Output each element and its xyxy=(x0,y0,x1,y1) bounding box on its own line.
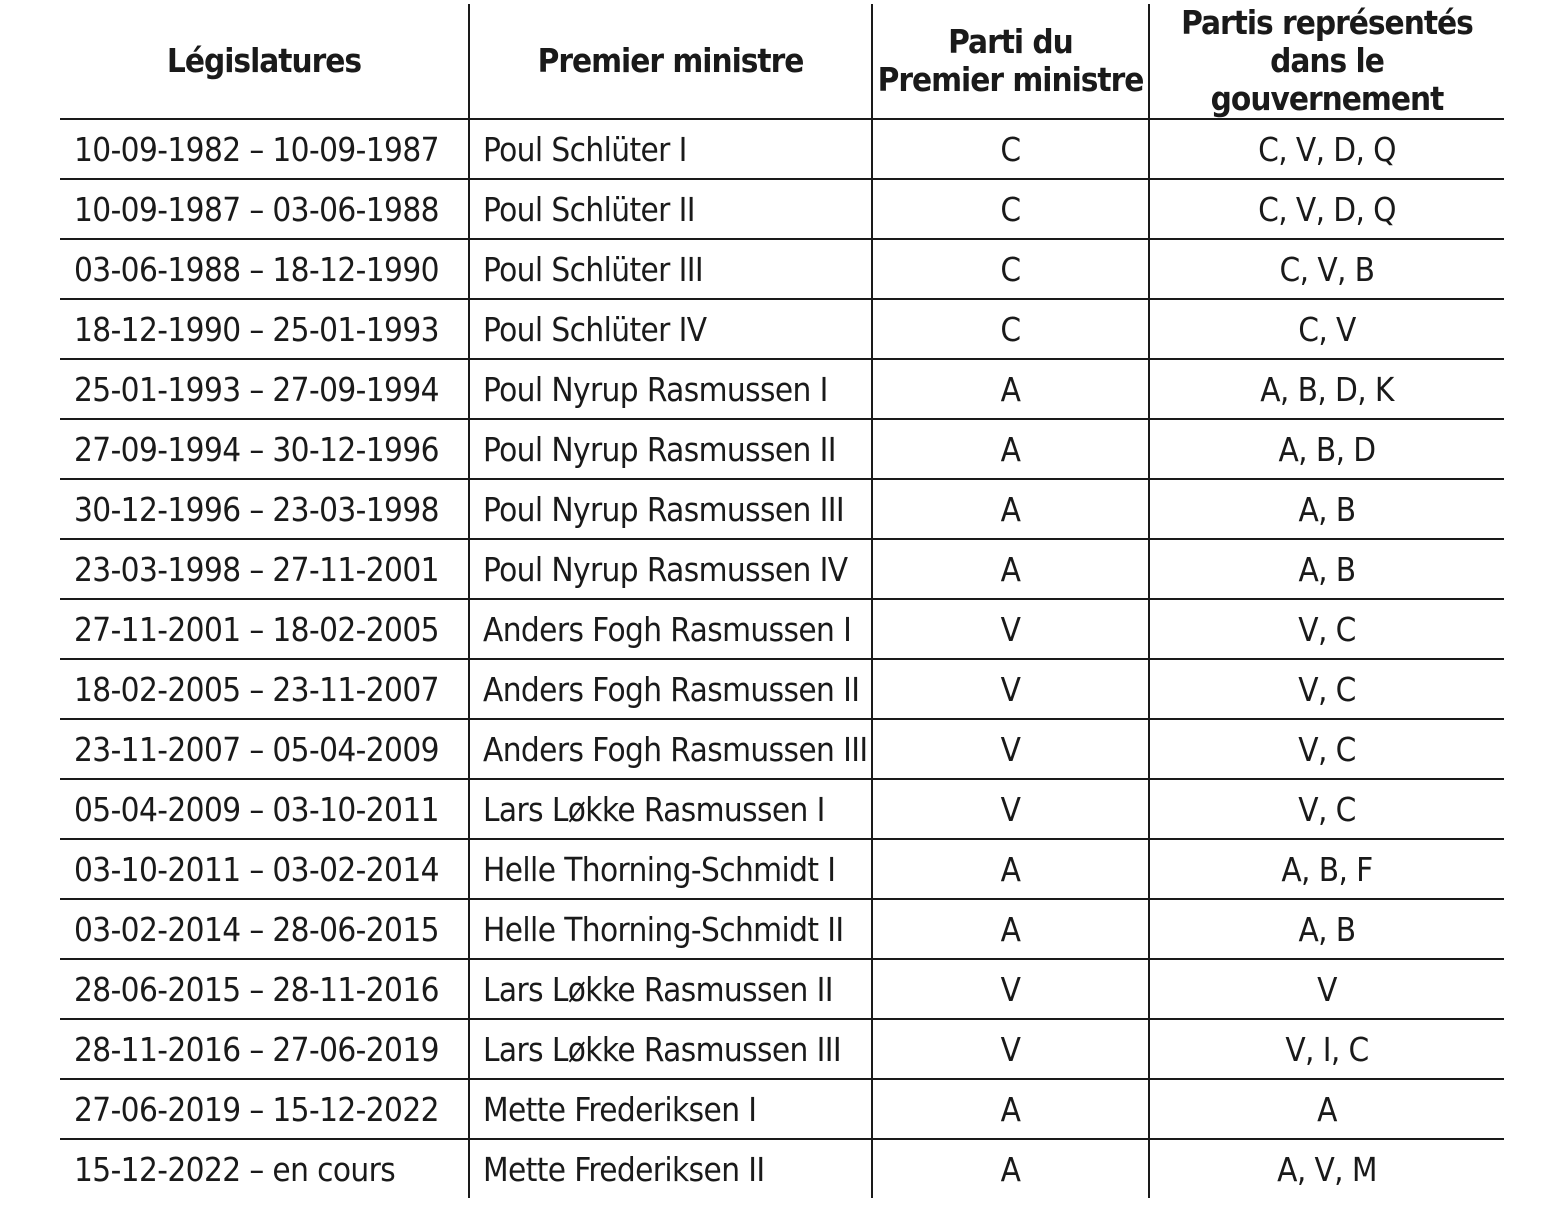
cell-parti-pm: V xyxy=(872,719,1149,779)
cell-parti-pm: V xyxy=(872,1019,1149,1079)
cell-parti-pm: V xyxy=(872,599,1149,659)
cell-parti-pm: C xyxy=(872,119,1149,179)
cell-legislature: 28-06-2015 – 28-11-2016 xyxy=(60,959,469,1019)
cell-legislature: 27-09-1994 – 30-12-1996 xyxy=(60,419,469,479)
cell-premier-ministre: Anders Fogh Rasmussen I xyxy=(469,599,872,659)
cell-parti-pm: C xyxy=(872,299,1149,359)
cell-partis-representes: A, B, D xyxy=(1149,419,1504,479)
table-row xyxy=(60,1139,1504,1198)
cell-legislature: 18-12-1990 – 25-01-1993 xyxy=(60,299,469,359)
cell-parti-pm: A xyxy=(872,1079,1149,1139)
table-row xyxy=(60,479,1504,539)
cell-premier-ministre: Poul Nyrup Rasmussen I xyxy=(469,359,872,419)
cell-partis-representes: A, B xyxy=(1149,539,1504,599)
cell-premier-ministre: Poul Nyrup Rasmussen III xyxy=(469,479,872,539)
cell-legislature: 03-10-2011 – 03-02-2014 xyxy=(60,839,469,899)
table-row xyxy=(60,839,1504,899)
header-parti-pm-line1: Parti du xyxy=(948,22,1073,61)
table-row xyxy=(60,659,1504,719)
table-row xyxy=(60,1019,1504,1079)
header-row xyxy=(60,4,1504,119)
cell-legislature: 05-04-2009 – 03-10-2011 xyxy=(60,779,469,839)
table-row xyxy=(60,239,1504,299)
cell-parti-pm: A xyxy=(872,899,1149,959)
cell-legislature: 28-11-2016 – 27-06-2019 xyxy=(60,1019,469,1079)
cell-parti-pm: C xyxy=(872,239,1149,299)
cell-legislature: 18-02-2005 – 23-11-2007 xyxy=(60,659,469,719)
cell-legislature: 03-02-2014 – 28-06-2015 xyxy=(60,899,469,959)
cell-premier-ministre: Poul Nyrup Rasmussen IV xyxy=(469,539,872,599)
header-legislatures-label: Législatures xyxy=(166,41,362,80)
header-partis-line1: Partis représentés xyxy=(1181,3,1473,42)
cell-partis-representes: A, V, M xyxy=(1149,1139,1504,1198)
cell-premier-ministre: Poul Schlüter II xyxy=(469,179,872,239)
cell-partis-representes: V, I, C xyxy=(1149,1019,1504,1079)
cell-premier-ministre: Lars Løkke Rasmussen I xyxy=(469,779,872,839)
table-row xyxy=(60,179,1504,239)
cell-partis-representes: V, C xyxy=(1149,599,1504,659)
cell-partis-representes: V, C xyxy=(1149,719,1504,779)
header-partis-representes xyxy=(1149,4,1504,119)
table-row xyxy=(60,1079,1504,1139)
cell-parti-pm: C xyxy=(872,179,1149,239)
cell-partis-representes: A xyxy=(1149,1079,1504,1139)
cell-premier-ministre: Anders Fogh Rasmussen II xyxy=(469,659,872,719)
table-row xyxy=(60,359,1504,419)
table-body xyxy=(60,119,1504,1198)
cell-partis-representes: C, V, B xyxy=(1149,239,1504,299)
cell-legislature: 30-12-1996 – 23-03-1998 xyxy=(60,479,469,539)
header-premier-ministre-label: Premier ministre xyxy=(537,41,804,80)
header-parti-pm xyxy=(872,4,1149,119)
cell-premier-ministre: Poul Nyrup Rasmussen II xyxy=(469,419,872,479)
cell-parti-pm: A xyxy=(872,359,1149,419)
cell-premier-ministre: Lars Løkke Rasmussen II xyxy=(469,959,872,1019)
cell-premier-ministre: Poul Schlüter I xyxy=(469,119,872,179)
cell-legislature: 25-01-1993 – 27-09-1994 xyxy=(60,359,469,419)
cell-legislature: 10-09-1987 – 03-06-1988 xyxy=(60,179,469,239)
cell-legislature: 23-11-2007 – 05-04-2009 xyxy=(60,719,469,779)
cell-partis-representes: C, V, D, Q xyxy=(1149,179,1504,239)
cell-premier-ministre: Poul Schlüter IV xyxy=(469,299,872,359)
header-parti-pm-line2: Premier ministre xyxy=(877,60,1144,99)
cell-legislature: 23-03-1998 – 27-11-2001 xyxy=(60,539,469,599)
table-row xyxy=(60,899,1504,959)
table-row xyxy=(60,719,1504,779)
cell-parti-pm: A xyxy=(872,479,1149,539)
cell-premier-ministre: Poul Schlüter III xyxy=(469,239,872,299)
cell-legislature: 27-11-2001 – 18-02-2005 xyxy=(60,599,469,659)
table-row xyxy=(60,419,1504,479)
header-legislatures xyxy=(60,4,469,119)
cell-premier-ministre: Helle Thorning-Schmidt I xyxy=(469,839,872,899)
cell-parti-pm: V xyxy=(872,659,1149,719)
cell-partis-representes: A, B, D, K xyxy=(1149,359,1504,419)
cell-parti-pm: A xyxy=(872,1139,1149,1198)
cell-partis-representes: V, C xyxy=(1149,779,1504,839)
cell-partis-representes: V xyxy=(1149,959,1504,1019)
cell-premier-ministre: Lars Løkke Rasmussen III xyxy=(469,1019,872,1079)
cell-partis-representes: C, V, D, Q xyxy=(1149,119,1504,179)
cell-legislature: 10-09-1982 – 10-09-1987 xyxy=(60,119,469,179)
cell-parti-pm: A xyxy=(872,539,1149,599)
cell-premier-ministre: Helle Thorning-Schmidt II xyxy=(469,899,872,959)
table-row xyxy=(60,119,1504,179)
cell-partis-representes: A, B xyxy=(1149,479,1504,539)
header-premier-ministre xyxy=(469,4,872,119)
table-row xyxy=(60,299,1504,359)
cell-premier-ministre: Anders Fogh Rasmussen III xyxy=(469,719,872,779)
table-row xyxy=(60,779,1504,839)
cell-parti-pm: A xyxy=(872,839,1149,899)
cell-partis-representes: A, B xyxy=(1149,899,1504,959)
table-row xyxy=(60,959,1504,1019)
table-row xyxy=(60,599,1504,659)
cell-premier-ministre: Mette Frederiksen I xyxy=(469,1079,872,1139)
government-table xyxy=(60,4,1504,1198)
header-partis-line2: dans le gouvernement xyxy=(1210,41,1444,118)
cell-legislature: 15-12-2022 – en cours xyxy=(74,1149,396,1189)
cell-legislature: 03-06-1988 – 18-12-1990 xyxy=(60,239,469,299)
cell-parti-pm: V xyxy=(872,959,1149,1019)
cell-parti-pm: V xyxy=(872,779,1149,839)
cell-parti-pm: A xyxy=(872,419,1149,479)
cell-premier-ministre: Mette Frederiksen II xyxy=(469,1139,872,1198)
table-header xyxy=(60,4,1504,119)
cell-partis-representes: V, C xyxy=(1149,659,1504,719)
cell-partis-representes: C, V xyxy=(1149,299,1504,359)
cell-legislature: 27-06-2019 – 15-12-2022 xyxy=(60,1079,469,1139)
table-row xyxy=(60,539,1504,599)
cell-partis-representes: A, B, F xyxy=(1149,839,1504,899)
